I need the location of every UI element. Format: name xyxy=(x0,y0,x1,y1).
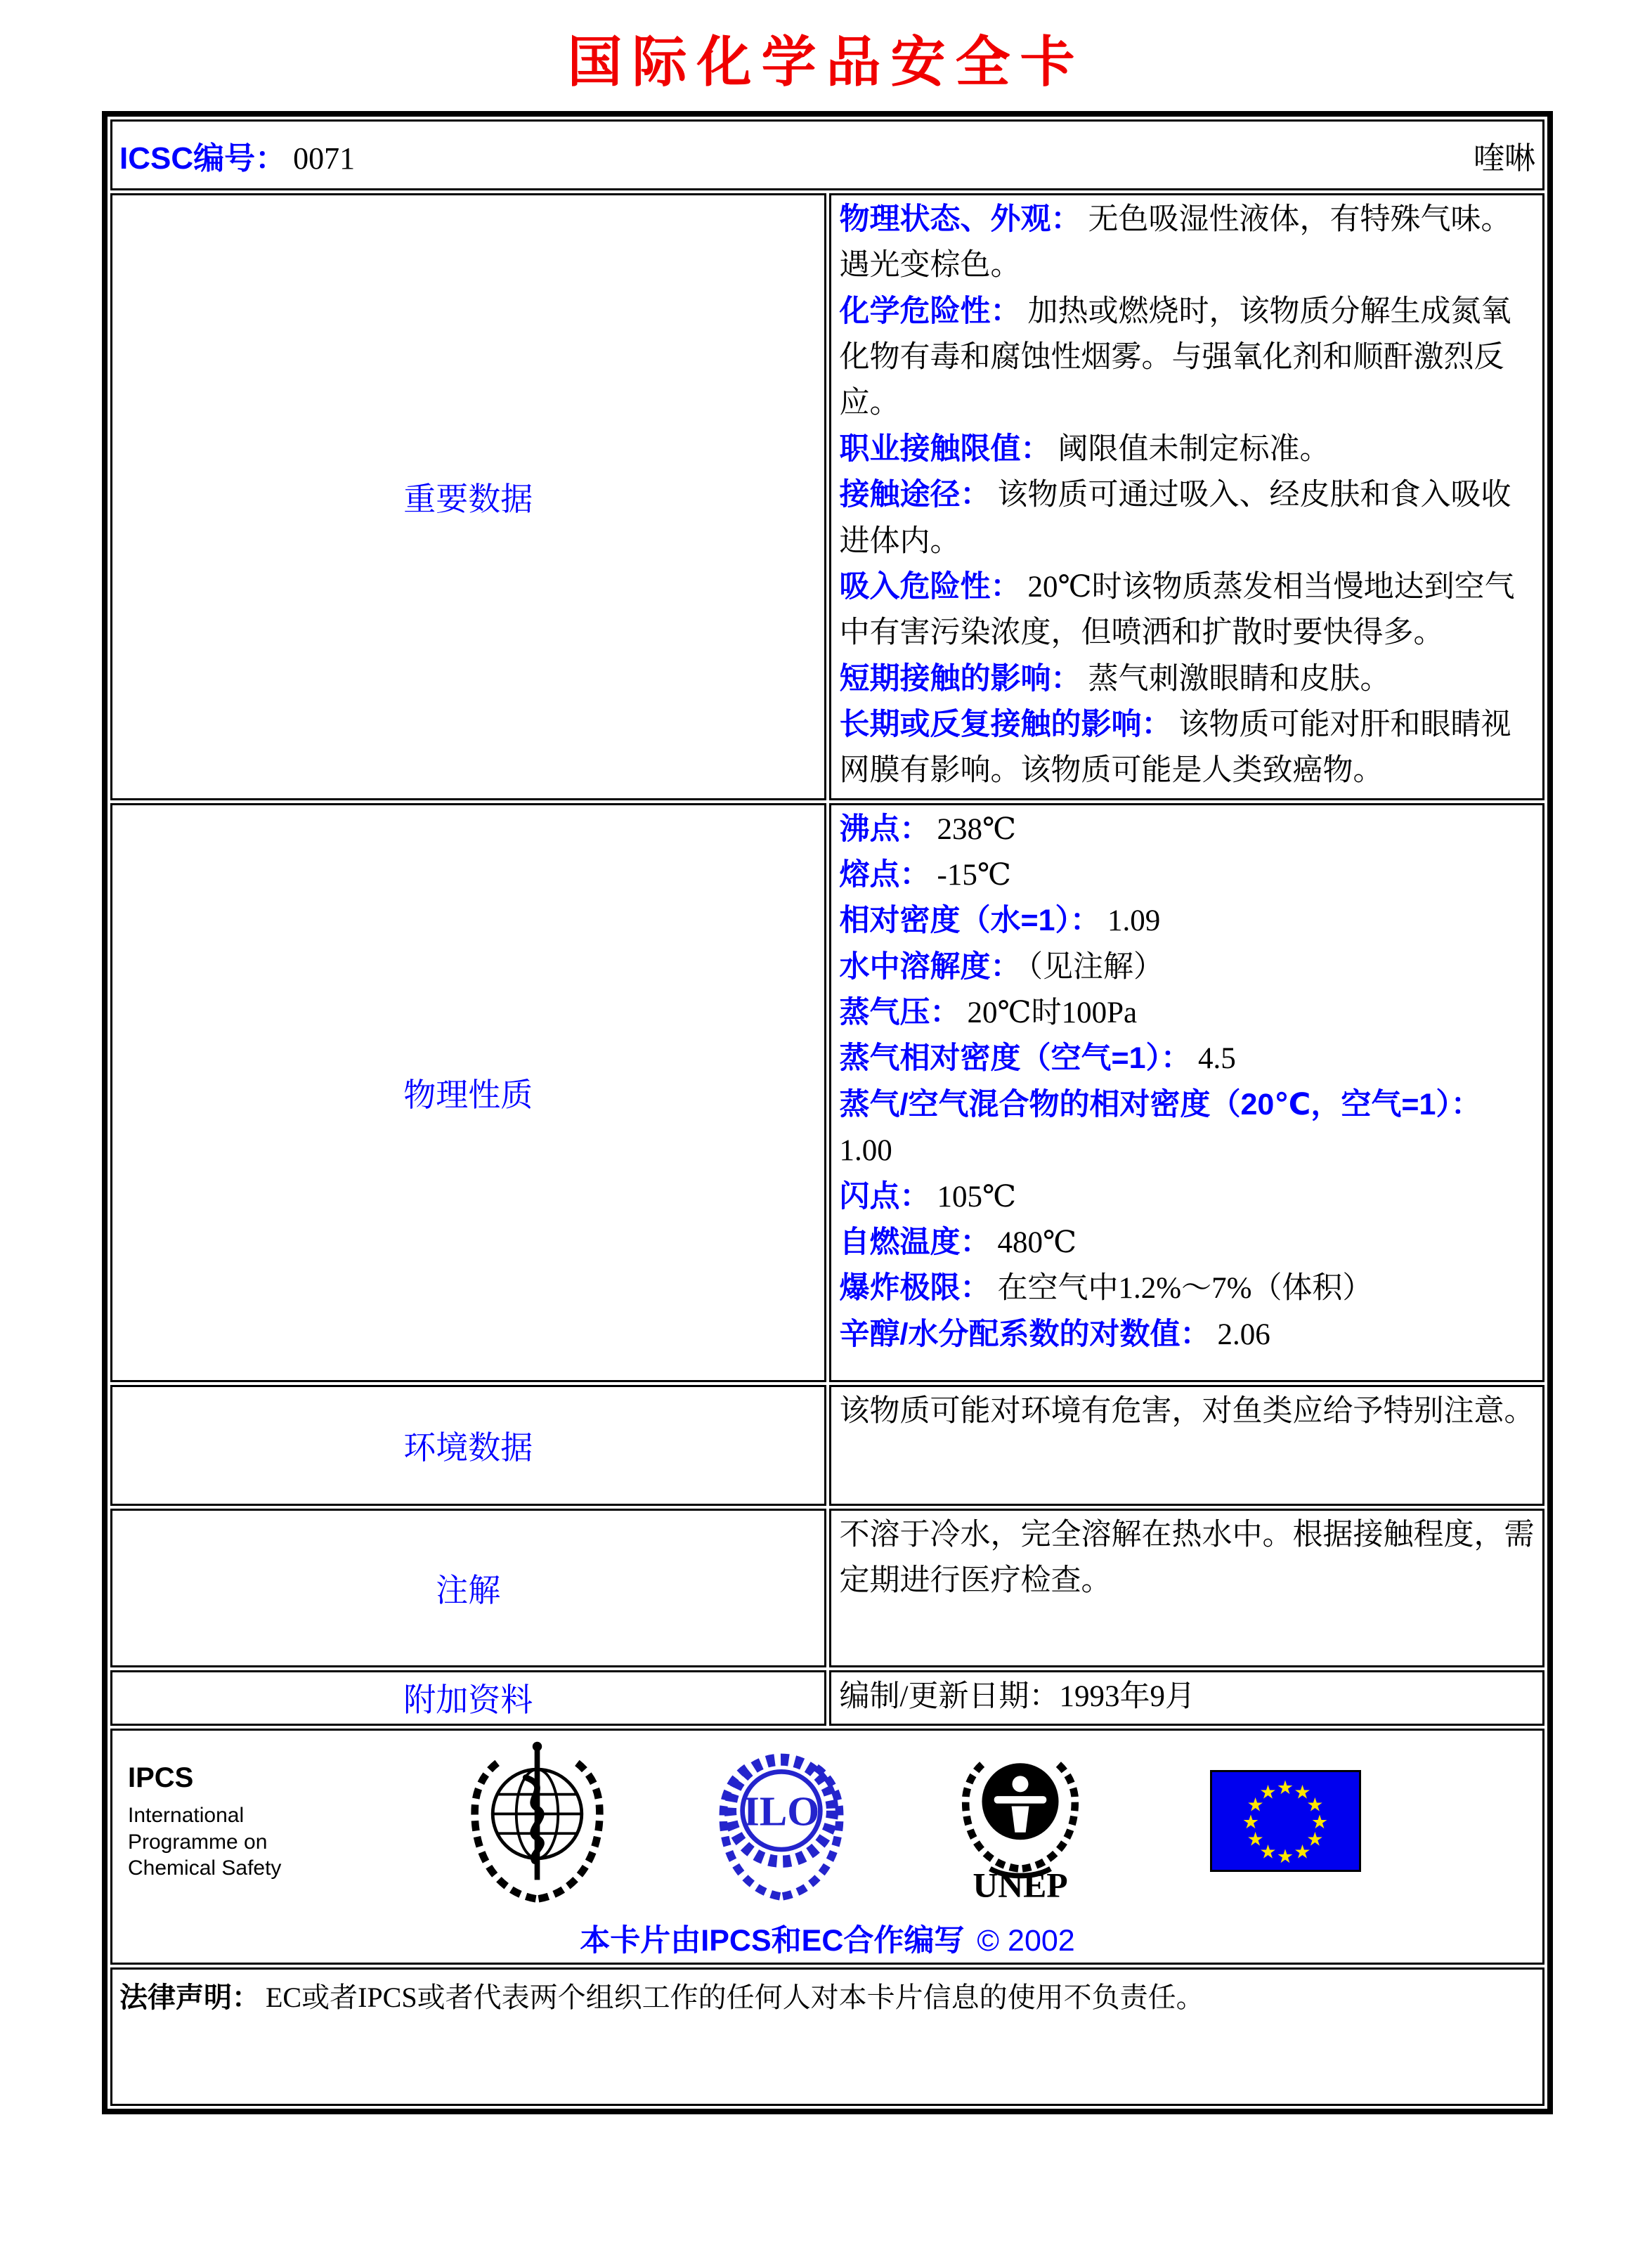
section-row-physical xyxy=(110,803,1544,1382)
property-label: 蒸气压： xyxy=(839,996,961,1030)
chemical-name: 喹啉 xyxy=(1474,141,1535,176)
property-label: 自燃温度： xyxy=(839,1225,991,1259)
important-item xyxy=(840,472,1536,564)
property-line xyxy=(840,1220,1536,1266)
section-content-important xyxy=(829,193,1545,800)
item-text: 该物质可能对肝和眼睛视网膜有影响。该物质可能是人类致癌物。 xyxy=(839,708,1511,788)
environment-text: 该物质可能对环境有危害，对鱼类应给予特别注意。 xyxy=(839,1394,1535,1428)
property-value: （见注解） xyxy=(1027,950,1164,984)
item-label: 化学危险性： xyxy=(839,294,1021,328)
who-logo xyxy=(455,1738,620,1904)
item-text: 该物质可通过吸入、经皮肤和食入吸收进体内。 xyxy=(839,479,1511,558)
svg-text:★: ★ xyxy=(1310,1811,1329,1833)
item-text: 20℃时该物质蒸发相当慢地达到空气中有害污染浓度，但喷洒和扩散时要快得多。 xyxy=(839,570,1515,650)
property-label: 闪点： xyxy=(839,1179,930,1214)
eu-flag xyxy=(1210,1770,1361,1872)
credit-line xyxy=(112,1917,1542,1960)
icsc-table xyxy=(108,117,1547,2109)
svg-text:★: ★ xyxy=(1247,1828,1264,1850)
property-label: 蒸气相对密度（空气=1）： xyxy=(839,1041,1192,1076)
ipcs-text-block xyxy=(128,1760,339,1882)
important-item xyxy=(840,702,1536,794)
property-value: 2.06 xyxy=(1217,1318,1270,1351)
icsc-card xyxy=(102,111,1553,2114)
property-value: -15℃ xyxy=(937,859,1011,892)
property-value: 20℃时100Pa xyxy=(967,996,1138,1030)
ipcs-acronym: IPCS xyxy=(128,1762,194,1794)
section-row-important xyxy=(110,193,1544,800)
property-label: 水中溶解度： xyxy=(839,949,1021,984)
property-value: 1.09 xyxy=(1107,904,1161,938)
unep-logo xyxy=(943,1735,1098,1907)
section-label-physical: 物理性质 xyxy=(110,803,826,1382)
property-label: 辛醇/水分配系数的对数值： xyxy=(839,1317,1211,1351)
svg-text:★: ★ xyxy=(1242,1811,1260,1833)
section-row-environment xyxy=(110,1385,1544,1506)
item-text: 阈限值未制定标准。 xyxy=(1058,432,1330,466)
property-value: 238℃ xyxy=(937,812,1017,846)
property-line xyxy=(840,898,1536,944)
svg-text:★: ★ xyxy=(1306,1794,1324,1816)
item-text: 蒸气刺激眼睛和皮肤。 xyxy=(1088,662,1391,696)
section-content-additional xyxy=(829,1670,1545,1726)
property-line xyxy=(840,852,1536,898)
svg-text:★: ★ xyxy=(1294,1841,1311,1863)
icsc-number-label: ICSC编号： xyxy=(119,141,287,176)
legal-row xyxy=(110,1967,1544,2106)
property-label: 爆炸极限： xyxy=(839,1271,991,1306)
icsc-number-group xyxy=(119,133,355,178)
svg-text:★: ★ xyxy=(1294,1781,1311,1803)
unep-letters: UNEP xyxy=(973,1866,1068,1905)
property-line xyxy=(840,807,1536,852)
item-label: 长期或反复接触的影响： xyxy=(839,707,1172,741)
svg-text:★: ★ xyxy=(1259,1841,1277,1863)
section-row-notes xyxy=(110,1509,1544,1667)
ipcs-line: Chemical Safety xyxy=(128,1856,282,1880)
property-line xyxy=(840,990,1536,1036)
legal-text: EC或者IPCS或者代表两个组织工作的任何人对本卡片信息的使用不负责任。 xyxy=(266,1982,1204,2014)
section-label-additional: 附加资料 xyxy=(110,1670,826,1726)
property-label: 熔点： xyxy=(839,858,930,892)
section-label-environment: 环境数据 xyxy=(110,1385,826,1506)
legal-label: 法律声明： xyxy=(119,1982,260,2014)
page-title: 国际化学品安全卡 xyxy=(567,30,1085,94)
ilo-letters: ILO xyxy=(743,1788,820,1835)
property-value: 1.00 xyxy=(839,1134,892,1168)
property-label: 相对密度（水=1）： xyxy=(839,904,1101,938)
property-line xyxy=(840,1266,1536,1311)
item-text: 加热或燃烧时，该物质分解生成氮氧化物有毒和腐蚀性烟雾。与强氧化剂和顺酐激烈反应。 xyxy=(839,294,1511,420)
update-date-label: 编制/更新日期： xyxy=(839,1679,1060,1713)
item-label: 吸入危险性： xyxy=(839,569,1021,604)
item-label: 接触途径： xyxy=(839,478,991,512)
important-item xyxy=(840,197,1536,289)
update-date-value: 1993年9月 xyxy=(1059,1679,1195,1713)
section-row-additional xyxy=(110,1670,1544,1726)
header-row xyxy=(110,119,1544,190)
section-content-environment xyxy=(829,1385,1545,1506)
svg-text:★: ★ xyxy=(1247,1794,1264,1816)
item-label: 职业接触限值： xyxy=(839,431,1051,466)
ilo-logo xyxy=(708,1741,855,1902)
property-line xyxy=(840,1082,1536,1174)
section-content-notes xyxy=(829,1509,1545,1667)
property-value: 在空气中1.2%～7%（体积） xyxy=(997,1272,1373,1306)
ipcs-line: International xyxy=(128,1804,245,1828)
property-value: 105℃ xyxy=(937,1180,1017,1214)
property-label: 沸点： xyxy=(839,812,930,846)
item-label: 物理状态、外观： xyxy=(839,202,1081,236)
property-line xyxy=(840,1036,1536,1081)
item-label: 短期接触的影响： xyxy=(839,661,1081,696)
svg-text:★: ★ xyxy=(1276,1777,1294,1799)
property-line xyxy=(840,944,1536,990)
property-line xyxy=(840,1312,1536,1358)
property-value: 4.5 xyxy=(1198,1042,1236,1076)
credit-text: 本卡片由IPCS和EC合作编写 xyxy=(580,1924,965,1958)
credit-year: © 2002 xyxy=(977,1924,1075,1958)
svg-text:★: ★ xyxy=(1276,1846,1294,1868)
svg-text:★: ★ xyxy=(1306,1828,1324,1850)
property-label: 蒸气/空气混合物的相对密度（20℃，空气=1）： xyxy=(839,1087,1481,1121)
svg-text:★: ★ xyxy=(1259,1781,1277,1803)
icsc-number-value: 0071 xyxy=(293,141,356,176)
logos-band xyxy=(112,1735,1542,1907)
section-label-important: 重要数据 xyxy=(110,193,826,800)
section-label-notes: 注解 xyxy=(110,1509,826,1667)
notes-text: 不溶于冷水，完全溶解在热水中。根据接触程度，需定期进行医疗检查。 xyxy=(839,1518,1535,1598)
logos-row xyxy=(110,1729,1544,1965)
section-content-physical xyxy=(829,803,1545,1382)
property-value: 480℃ xyxy=(997,1225,1077,1259)
important-item xyxy=(840,427,1536,472)
important-item xyxy=(840,289,1536,427)
important-item xyxy=(840,656,1536,702)
property-line xyxy=(840,1174,1536,1220)
ipcs-line: Programme on xyxy=(128,1830,268,1854)
item-text: 无色吸湿性液体，有特殊气味。遇光变棕色。 xyxy=(839,203,1511,282)
important-item xyxy=(840,564,1536,656)
